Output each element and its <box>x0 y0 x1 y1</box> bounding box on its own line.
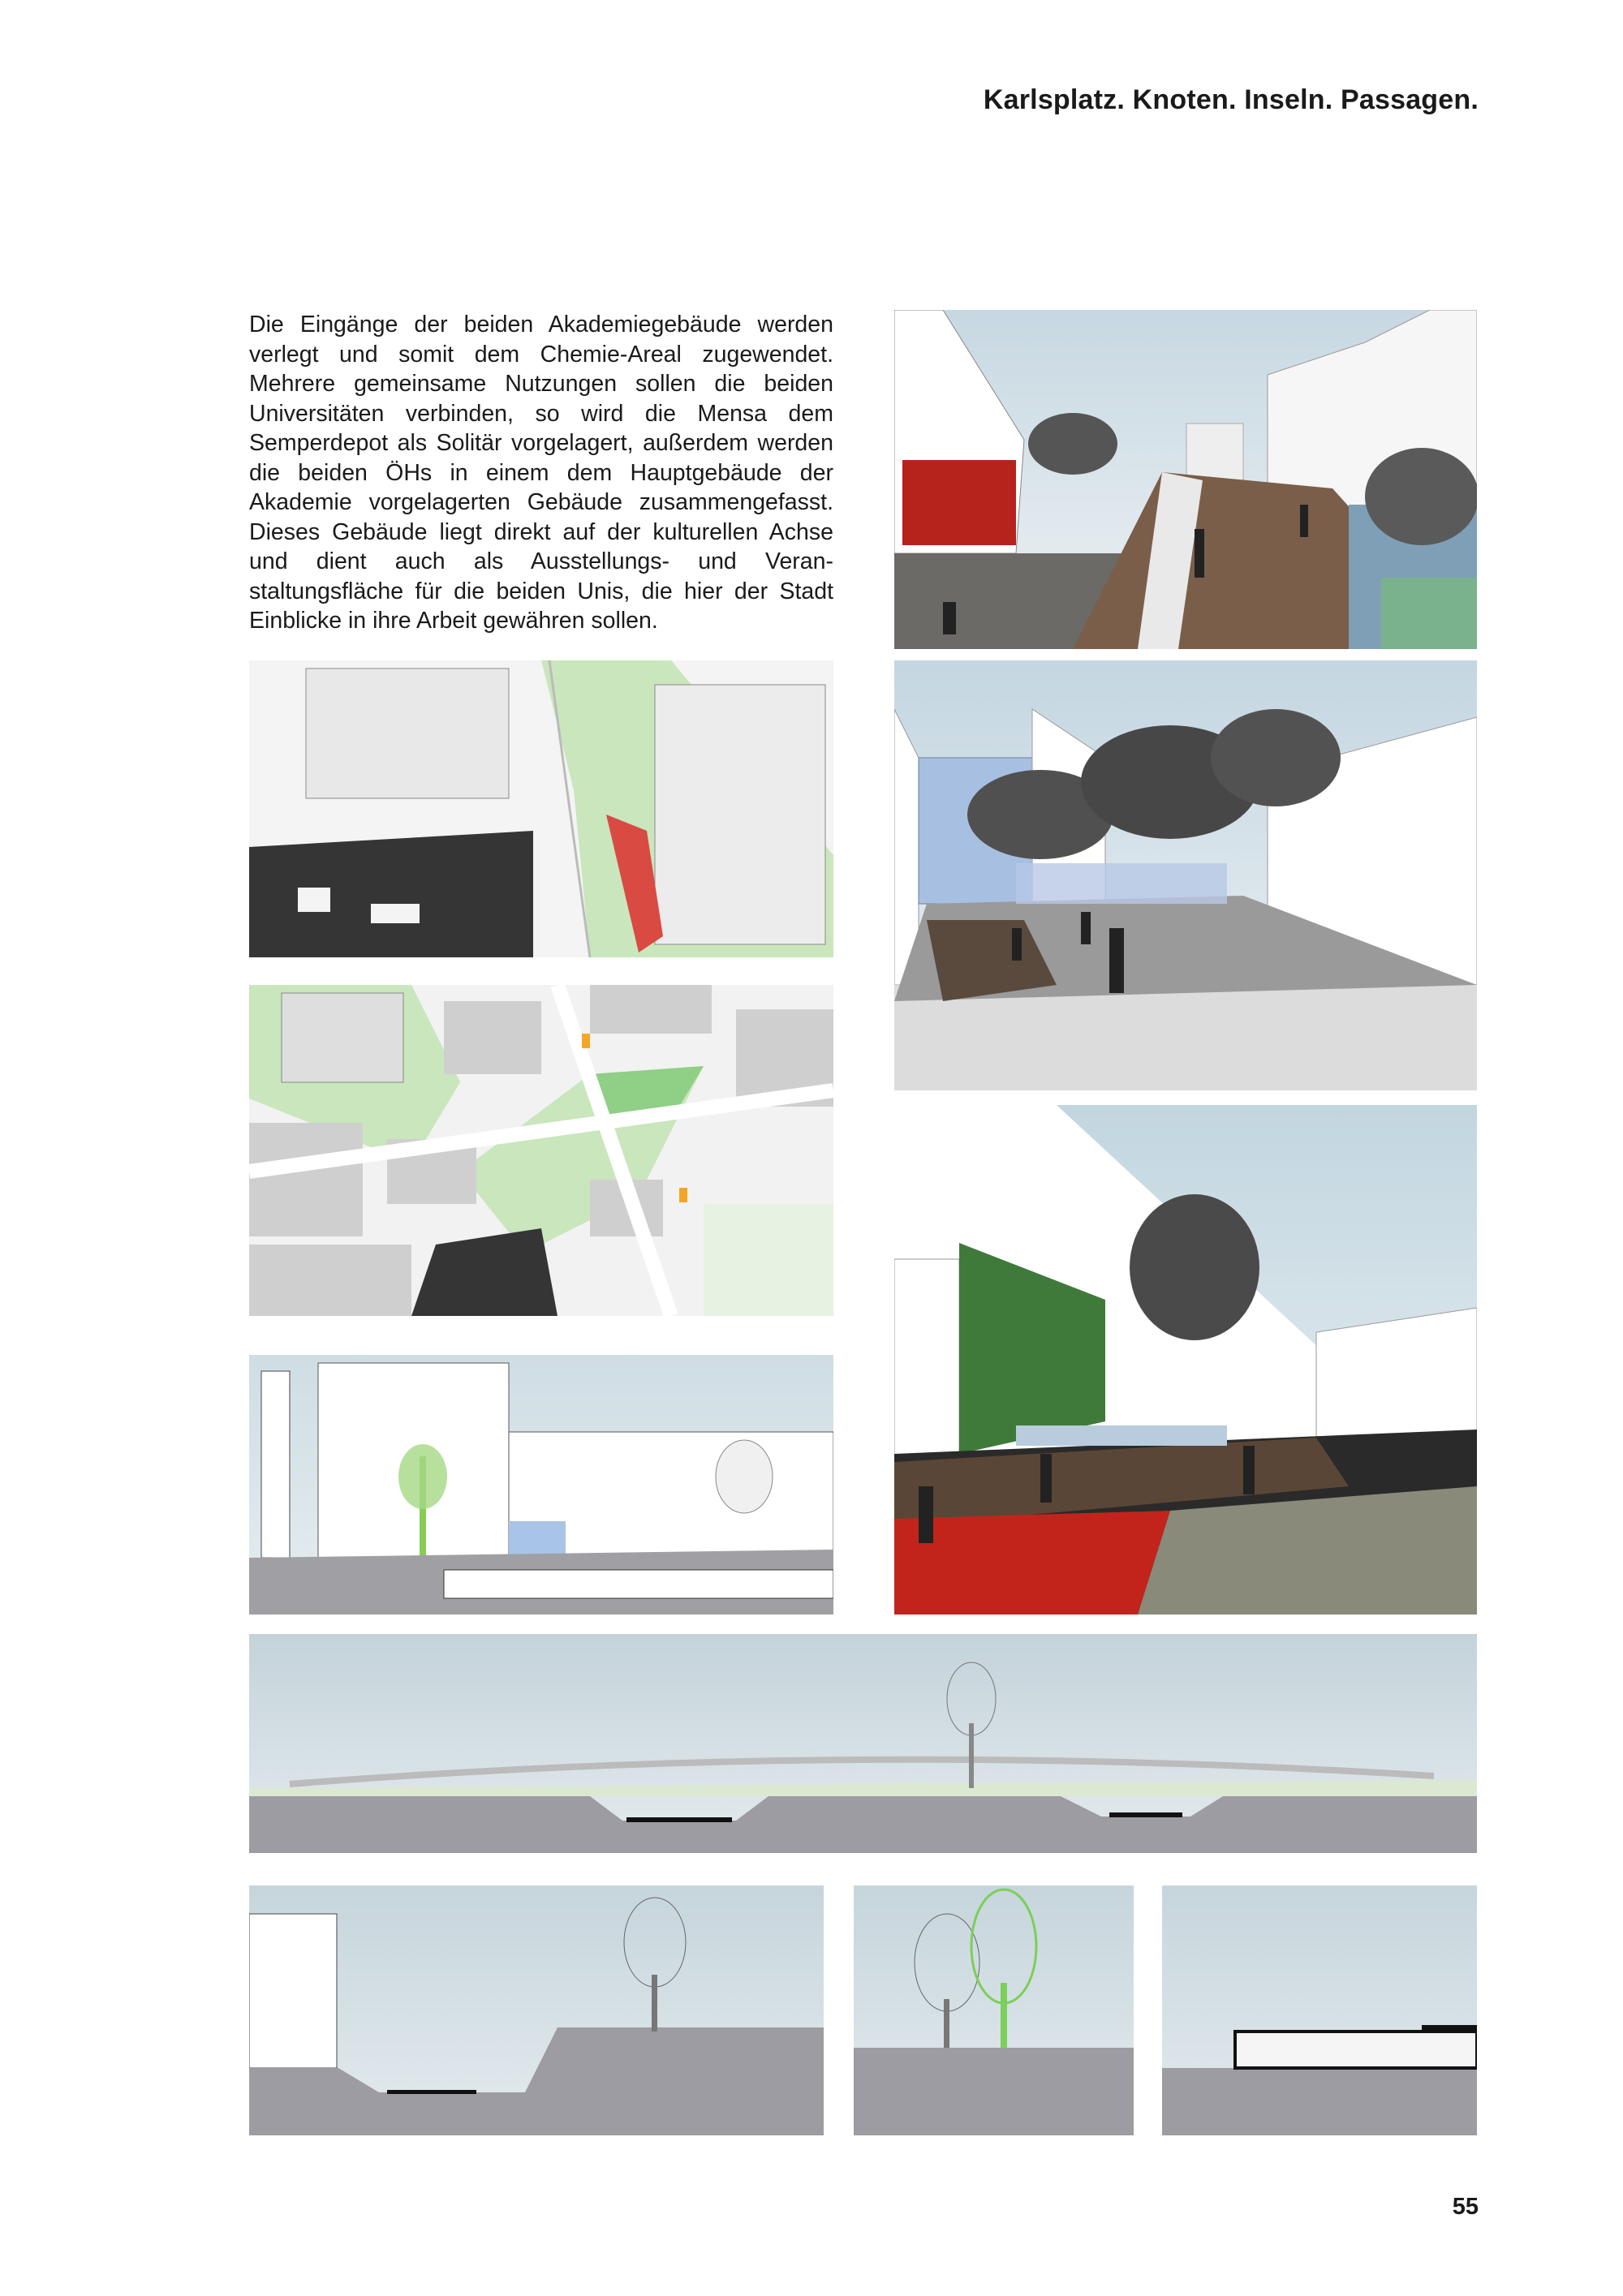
section-bridge-long <box>249 1634 1477 1853</box>
section-trees <box>854 1885 1134 2135</box>
render-green-wall-terrace <box>894 1105 1477 1615</box>
render-deck-view <box>894 310 1477 649</box>
render-glass-plaza <box>894 660 1477 1090</box>
section-valley <box>249 1885 824 2135</box>
page-number: 55 <box>1452 2194 1479 2220</box>
site-plan-overview <box>249 985 833 1316</box>
section-tunnel <box>1162 1885 1477 2135</box>
running-header: Karlsplatz. Knoten. Inseln. Passagen. <box>983 84 1479 115</box>
section-building <box>249 1355 833 1615</box>
site-plan-detail <box>249 660 833 957</box>
body-paragraph: Die Eingänge der beiden Akademiegebäude werden verlegt und somit dem Chemie-Areal zugewendet. Mehrere gemeinsame Nutzungen sollen die beiden Universitäten verbinden, so wird die Mensa dem Semperdepot als Solitär vorgelagert, außerdem werden die beiden ÖHs in einem dem Hauptgebäude der Akademie vorgelagerten Gebäude zusammengefasst. Dieses Gebäude liegt direkt auf der kulturellen Achse und dient auch als Ausstellungs- und Veranstaltungsfläche für die beiden Unis, die hier der Stadt Einblicke in ihre Arbeit gewähren sollen. <box>249 312 833 634</box>
